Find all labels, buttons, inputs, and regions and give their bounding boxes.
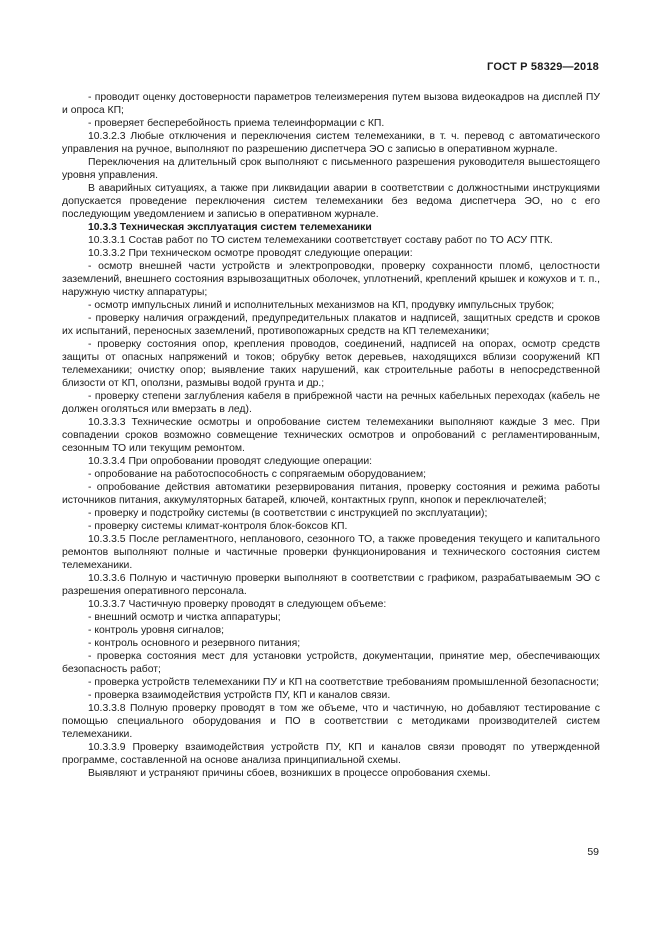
paragraph: - проверку и подстройку системы (в соответствии с инструкцией по эксплуатации); <box>88 508 488 519</box>
paragraph: 10.3.3.6 Полную и частичную проверки выполняют в соответствии с графиком, разрабатываемым ЭО с разрешения оперативного персонала. <box>62 573 600 597</box>
paragraph: - проверку состояния опор, крепления проводов, соединений, надписей на опорах, осмотр средств защиты от опасных напряжений и токов; обрубку веток деревьев, находящихся вблизи сооружений КП телемеханики; очистку опор; выявление таких нарушений, как строительные работы в непосредственной близости от КП, оползни, размывы водой грунта и др.; <box>62 339 600 389</box>
paragraph: - опробование на работоспособность с сопрягаемым оборудованием; <box>88 469 426 480</box>
paragraph: - проверку степени заглубления кабеля в прибрежной части на речных кабельных переходах (кабель не должен оголяться или вмерзать в лед). <box>62 391 600 415</box>
paragraph: 10.3.3.2 При техническом осмотре проводят следующие операции: <box>88 248 413 259</box>
paragraph: 10.3.3.1 Состав работ по ТО систем телемеханики соответствует составу работ по ТО АСУ ПТК. <box>88 235 553 246</box>
paragraph: 10.3.3.4 При опробовании проводят следующие операции: <box>88 456 373 467</box>
paragraph: - проверяет бесперебойность приема телеинформации с КП. <box>88 118 385 129</box>
paragraph: - контроль основного и резервного питания; <box>88 638 301 649</box>
paragraph: 10.3.3.3 Технические осмотры и опробование систем телемеханики выполняют каждые 3 мес. При совпадении сроков возможно совмещение технических осмотров и опробований с регламентированным, сезонным ТО или текущим ремонтом. <box>62 417 600 454</box>
paragraph: - проверка взаимодействия устройств ПУ, КП и каналов связи. <box>88 690 391 701</box>
paragraph: 10.3.3.5 После регламентного, непланового, сезонного ТО, а также проведения текущего и капитального ремонтов выполняют полные и частичные проверки функционирования и технического состояния систем телемеханики. <box>62 534 600 571</box>
paragraph: - внешний осмотр и чистка аппаратуры; <box>88 612 281 623</box>
paragraph: 10.3.3.9 Проверку взаимодействия устройств ПУ, КП и каналов связи проводят по утвержденной программе, составленной на основе анализа принципиальной схемы. <box>62 742 600 766</box>
paragraph: - опробование действия автоматики резервирования питания, проверку состояния и режима работы источников питания, аккумуляторных батарей, ключей, контактных групп, кнопок и переключателей; <box>62 482 600 506</box>
paragraph: 10.3.3.7 Частичную проверку проводят в следующем объеме: <box>88 599 387 610</box>
section-heading: 10.3.3 Техническая эксплуатация систем телемеханики <box>88 222 372 233</box>
paragraph: - контроль уровня сигналов; <box>88 625 225 636</box>
standard-id-header: ГОСТ Р 58329—2018 <box>487 61 599 73</box>
paragraph: - осмотр внешней части устройств и электропроводки, проверку сохранности пломб, целостности заземлений, внешнего состояния взрывозащитных оболочек, уплотнений, креплений крышек и кожухов и т. п., наружную чистку аппаратуры; <box>62 261 600 298</box>
paragraph: - проводит оценку достоверности параметров телеизмерения путем вызова видеокадров на дисплей ПУ и опроса КП; <box>62 92 600 116</box>
paragraph: - проверку системы климат-контроля блок-боксов КП. <box>88 521 348 532</box>
paragraph: - проверка состояния мест для установки устройств, документации, принятие мер, обеспечивающих безопасность работ; <box>62 651 600 675</box>
paragraph: Переключения на длительный срок выполняют с письменного разрешения руководителя вышестоящего уровня управления. <box>62 157 600 181</box>
paragraph: - проверка устройств телемеханики ПУ и КП на соответствие требованиям промышленной безопасности; <box>88 677 600 688</box>
paragraph: 10.3.3.8 Полную проверку проводят в том же объеме, что и частичную, но добавляют тестирование с помощью специального оборудования и ПО в соответствии с методиками производителей систем телемеханики. <box>62 703 600 740</box>
paragraph: - проверку наличия ограждений, предупредительных плакатов и надписей, защитных средств и сроков их испытаний, переносных заземлений, противопожарных средств на КП телемеханики; <box>62 313 600 337</box>
body-text <box>62 91 600 780</box>
paragraph: 10.3.2.3 Любые отключения и переключения систем телемеханики, в т. ч. перевод с автоматического управления на ручное, выполняют по разрешению диспетчера ЭО с записью в оперативном журнале. <box>62 131 600 155</box>
paragraph: - осмотр импульсных линий и исполнительных механизмов на КП, продувку импульсных трубок; <box>88 300 555 311</box>
paragraph: Выявляют и устраняют причины сбоев, возникших в процессе опробования схемы. <box>88 768 491 779</box>
paragraph: В аварийных ситуациях, а также при ликвидации аварии в соответствии с должностными инструкциями допускается проведение переключения систем телемеханики без ведома диспетчера ЭО, но с его последующим уведомлением и записью в оперативном журнале. <box>62 183 600 220</box>
page-number: 59 <box>587 846 599 858</box>
